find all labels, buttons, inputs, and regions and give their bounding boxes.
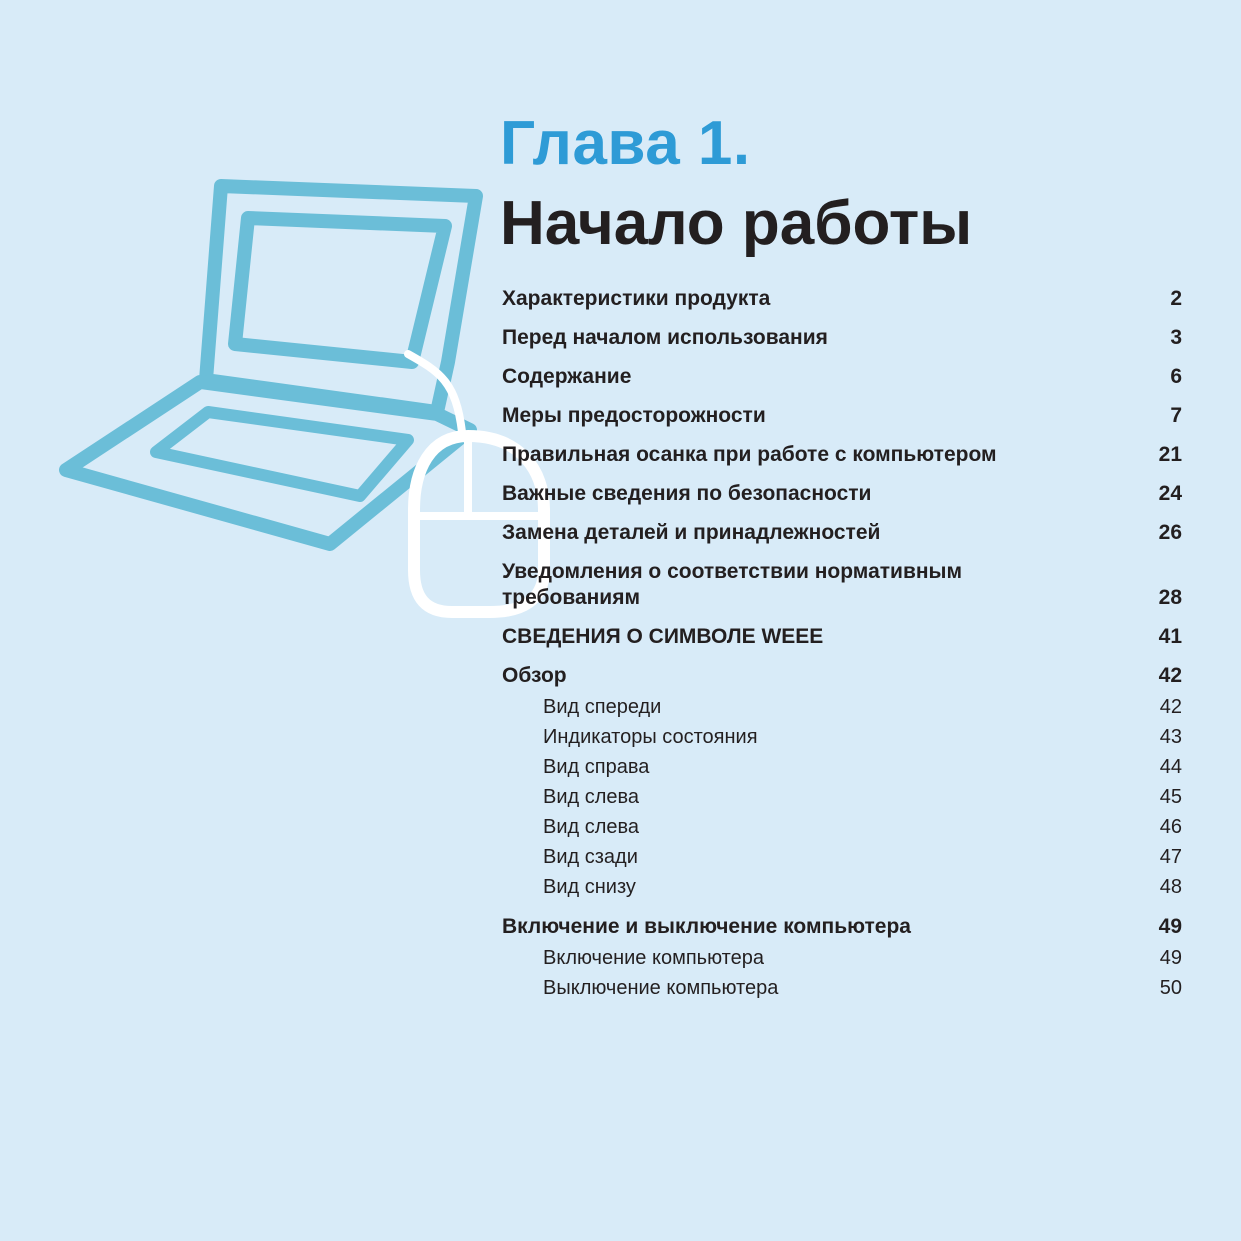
toc-entry-page: 3 <box>1170 326 1182 349</box>
toc-entry-precautions[interactable] <box>502 397 1182 436</box>
table-of-contents <box>502 280 1182 1009</box>
toc-subentry-label: Вид снизу <box>543 876 636 898</box>
toc-subentry-label: Вид справа <box>543 756 650 778</box>
toc-subentry-page: 44 <box>1159 756 1182 778</box>
toc-entry-label: Меры предосторожности <box>502 404 766 427</box>
toc-entry-label: СВЕДЕНИЯ О СИМВОЛЕ WEEE <box>502 625 824 648</box>
toc-entry-page: 24 <box>1158 482 1182 505</box>
toc-subentry-status-indicators[interactable] <box>502 722 1182 752</box>
toc-subentry-page: 46 <box>1159 816 1182 838</box>
chapter-label: Глава 1. <box>500 109 751 178</box>
toc-subentry-right-view[interactable] <box>502 752 1182 782</box>
toc-subentry-page: 49 <box>1159 947 1182 969</box>
toc-subentry-power-off[interactable] <box>502 973 1182 1003</box>
toc-subentry-label: Включение компьютера <box>543 947 764 969</box>
toc-entry-label: Уведомления о соответствии нормативным требованиям <box>502 560 963 609</box>
toc-entry-label: Замена деталей и принадлежностей <box>502 521 881 544</box>
toc-subentry-left-view-2[interactable] <box>502 812 1182 842</box>
toc-entry-page: 28 <box>1158 586 1182 609</box>
toc-subentry-page: 43 <box>1159 726 1182 748</box>
toc-subentry-label: Вид сзади <box>543 846 638 868</box>
toc-entry-safety-info[interactable] <box>502 475 1182 514</box>
toc-entry-page: 42 <box>1158 664 1182 687</box>
toc-subentry-label: Индикаторы состояния <box>543 726 758 748</box>
toc-entry-power-on-off[interactable] <box>502 908 1182 947</box>
toc-entry-regulatory-notices[interactable] <box>502 553 1182 618</box>
toc-subentry-page: 42 <box>1159 696 1182 718</box>
chapter-title: Начало работы <box>500 189 973 258</box>
toc-entry-page: 41 <box>1158 625 1182 648</box>
toc-entry-posture[interactable] <box>502 436 1182 475</box>
toc-entry-label: Правильная осанка при работе с компьютером <box>502 443 997 466</box>
toc-entry-label: Важные сведения по безопасности <box>502 482 872 505</box>
toc-entry-label: Содержание <box>502 365 632 388</box>
toc-entry-page: 6 <box>1170 365 1182 388</box>
toc-subentry-bottom-view[interactable] <box>502 872 1182 902</box>
toc-entry-before-use[interactable] <box>502 319 1182 358</box>
toc-entry-page: 7 <box>1170 404 1182 427</box>
toc-subentry-front-view[interactable] <box>502 692 1182 722</box>
toc-subentry-label: Вид спереди <box>543 696 662 718</box>
toc-entry-label: Перед началом использования <box>502 326 828 349</box>
toc-subentry-back-view[interactable] <box>502 842 1182 872</box>
toc-subentry-left-view[interactable] <box>502 782 1182 812</box>
toc-subentry-label: Вид слева <box>543 816 640 838</box>
toc-entry-page: 21 <box>1158 443 1182 466</box>
toc-entry-page: 26 <box>1158 521 1182 544</box>
toc-subentry-label: Выключение компьютера <box>543 977 779 999</box>
toc-entry-overview[interactable] <box>502 657 1182 696</box>
toc-subgroup-overview <box>502 692 1182 902</box>
toc-subentry-page: 48 <box>1159 876 1182 898</box>
toc-subentry-label: Вид слева <box>543 786 640 808</box>
toc-entry-label: Характеристики продукта <box>502 287 771 310</box>
toc-entry-page: 2 <box>1170 287 1182 310</box>
toc-subentry-page: 50 <box>1159 977 1182 999</box>
toc-entry-label: Включение и выключение компьютера <box>502 915 911 938</box>
toc-subentry-power-on[interactable] <box>502 943 1182 973</box>
toc-subentry-page: 47 <box>1159 846 1182 868</box>
toc-subentry-page: 45 <box>1159 786 1182 808</box>
toc-entry-contents[interactable] <box>502 358 1182 397</box>
toc-entry-weee[interactable] <box>502 618 1182 657</box>
toc-entry-label: Обзор <box>502 664 567 687</box>
toc-entry-page: 49 <box>1158 915 1182 938</box>
toc-entry-product-features[interactable] <box>502 280 1182 319</box>
toc-entry-replacement-parts[interactable] <box>502 514 1182 553</box>
toc-subgroup-power <box>502 943 1182 1003</box>
